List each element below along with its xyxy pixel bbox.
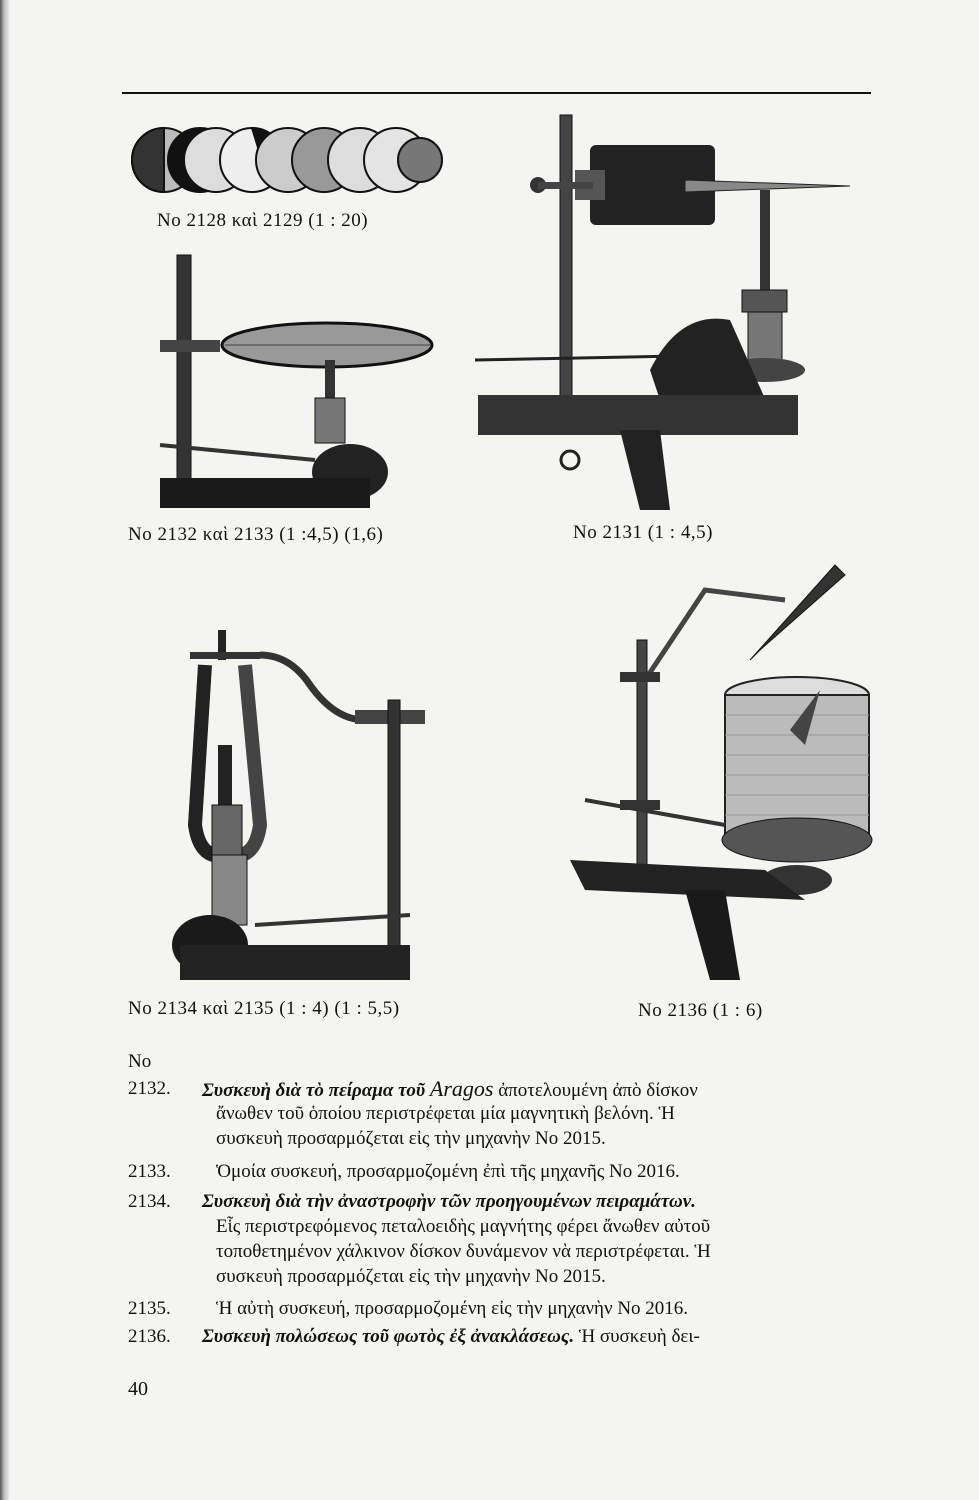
entry-text: ἄνωθεν τοῦ ὁποίου περιστρέφεται μία μαγνητικὴ βελόνη. Ἡ — [216, 1103, 675, 1124]
page-binding-shadow — [0, 0, 10, 1500]
figure-2136-apparatus — [565, 560, 875, 990]
entry-number: 2133. — [128, 1161, 171, 1182]
figure-2128-discs — [130, 120, 445, 200]
entry-text: Ὁμοία συσκευή, προσαρμοζομένη ἐπὶ τῆς μηχανῆς No 2016. — [216, 1161, 680, 1182]
entry-text: συσκευὴ προσαρμόζεται εἰς τὴν μηχανὴν No 2015. — [216, 1266, 606, 1287]
page-number: 40 — [128, 1378, 148, 1400]
caption-2131: No 2131 (1 : 4,5) — [573, 522, 713, 543]
entry-number: 2135. — [128, 1298, 171, 1319]
header-rule — [122, 92, 871, 94]
entry-title: Συσκευὴ διὰ τὴν ἀναστροφὴν τῶν προηγουμένων πειραμάτων. — [202, 1191, 696, 1212]
entry-text: Ἡ αὐτὴ συσκευή, προσαρμοζομένη εἰς τὴν μηχανὴν No 2016. — [216, 1298, 689, 1319]
caption-2132: No 2132 καὶ 2133 (1 :4,5) (1,6) — [128, 524, 384, 545]
entry-number: 2136. — [128, 1326, 171, 1347]
figure-2134-apparatus — [170, 625, 435, 985]
caption-2128: No 2128 καὶ 2129 (1 : 20) — [157, 210, 369, 231]
entry-number: 2134. — [128, 1191, 171, 1212]
caption-2136: No 2136 (1 : 6) — [638, 1000, 763, 1021]
entry-text: Ἡ συσκευὴ δει- — [578, 1326, 700, 1347]
entry-number: 2132. — [128, 1078, 171, 1099]
figure-2132-apparatus — [155, 250, 435, 515]
figure-2131-apparatus — [470, 110, 860, 520]
entry-name: Aragos — [429, 1076, 494, 1101]
entry-title: Συσκευὴ πολώσεως τοῦ φωτὸς ἐξ ἀνακλάσεως. — [202, 1326, 575, 1347]
entry-title: Συσκευὴ διὰ τὸ πείραμα τοῦ — [202, 1080, 426, 1101]
entry-text: συσκευὴ προσαρμόζεται εἰς τὴν μηχανὴν No 2015. — [216, 1128, 606, 1149]
caption-2134: No 2134 καὶ 2135 (1 : 4) (1 : 5,5) — [128, 998, 400, 1019]
column-header: No — [128, 1051, 152, 1072]
entry-text: τοποθετημένον χάλκινον δίσκον δυνάμενον νὰ περιστρέφεται. Ἡ — [216, 1241, 711, 1262]
entry-text: Εἷς περιστρεφόμενος πεταλοειδὴς μαγνήτης φέρει ἄνωθεν αὐτοῦ — [216, 1216, 711, 1237]
entry-text: ἀποτελουμένη ἀπὸ δίσκον — [498, 1080, 698, 1101]
